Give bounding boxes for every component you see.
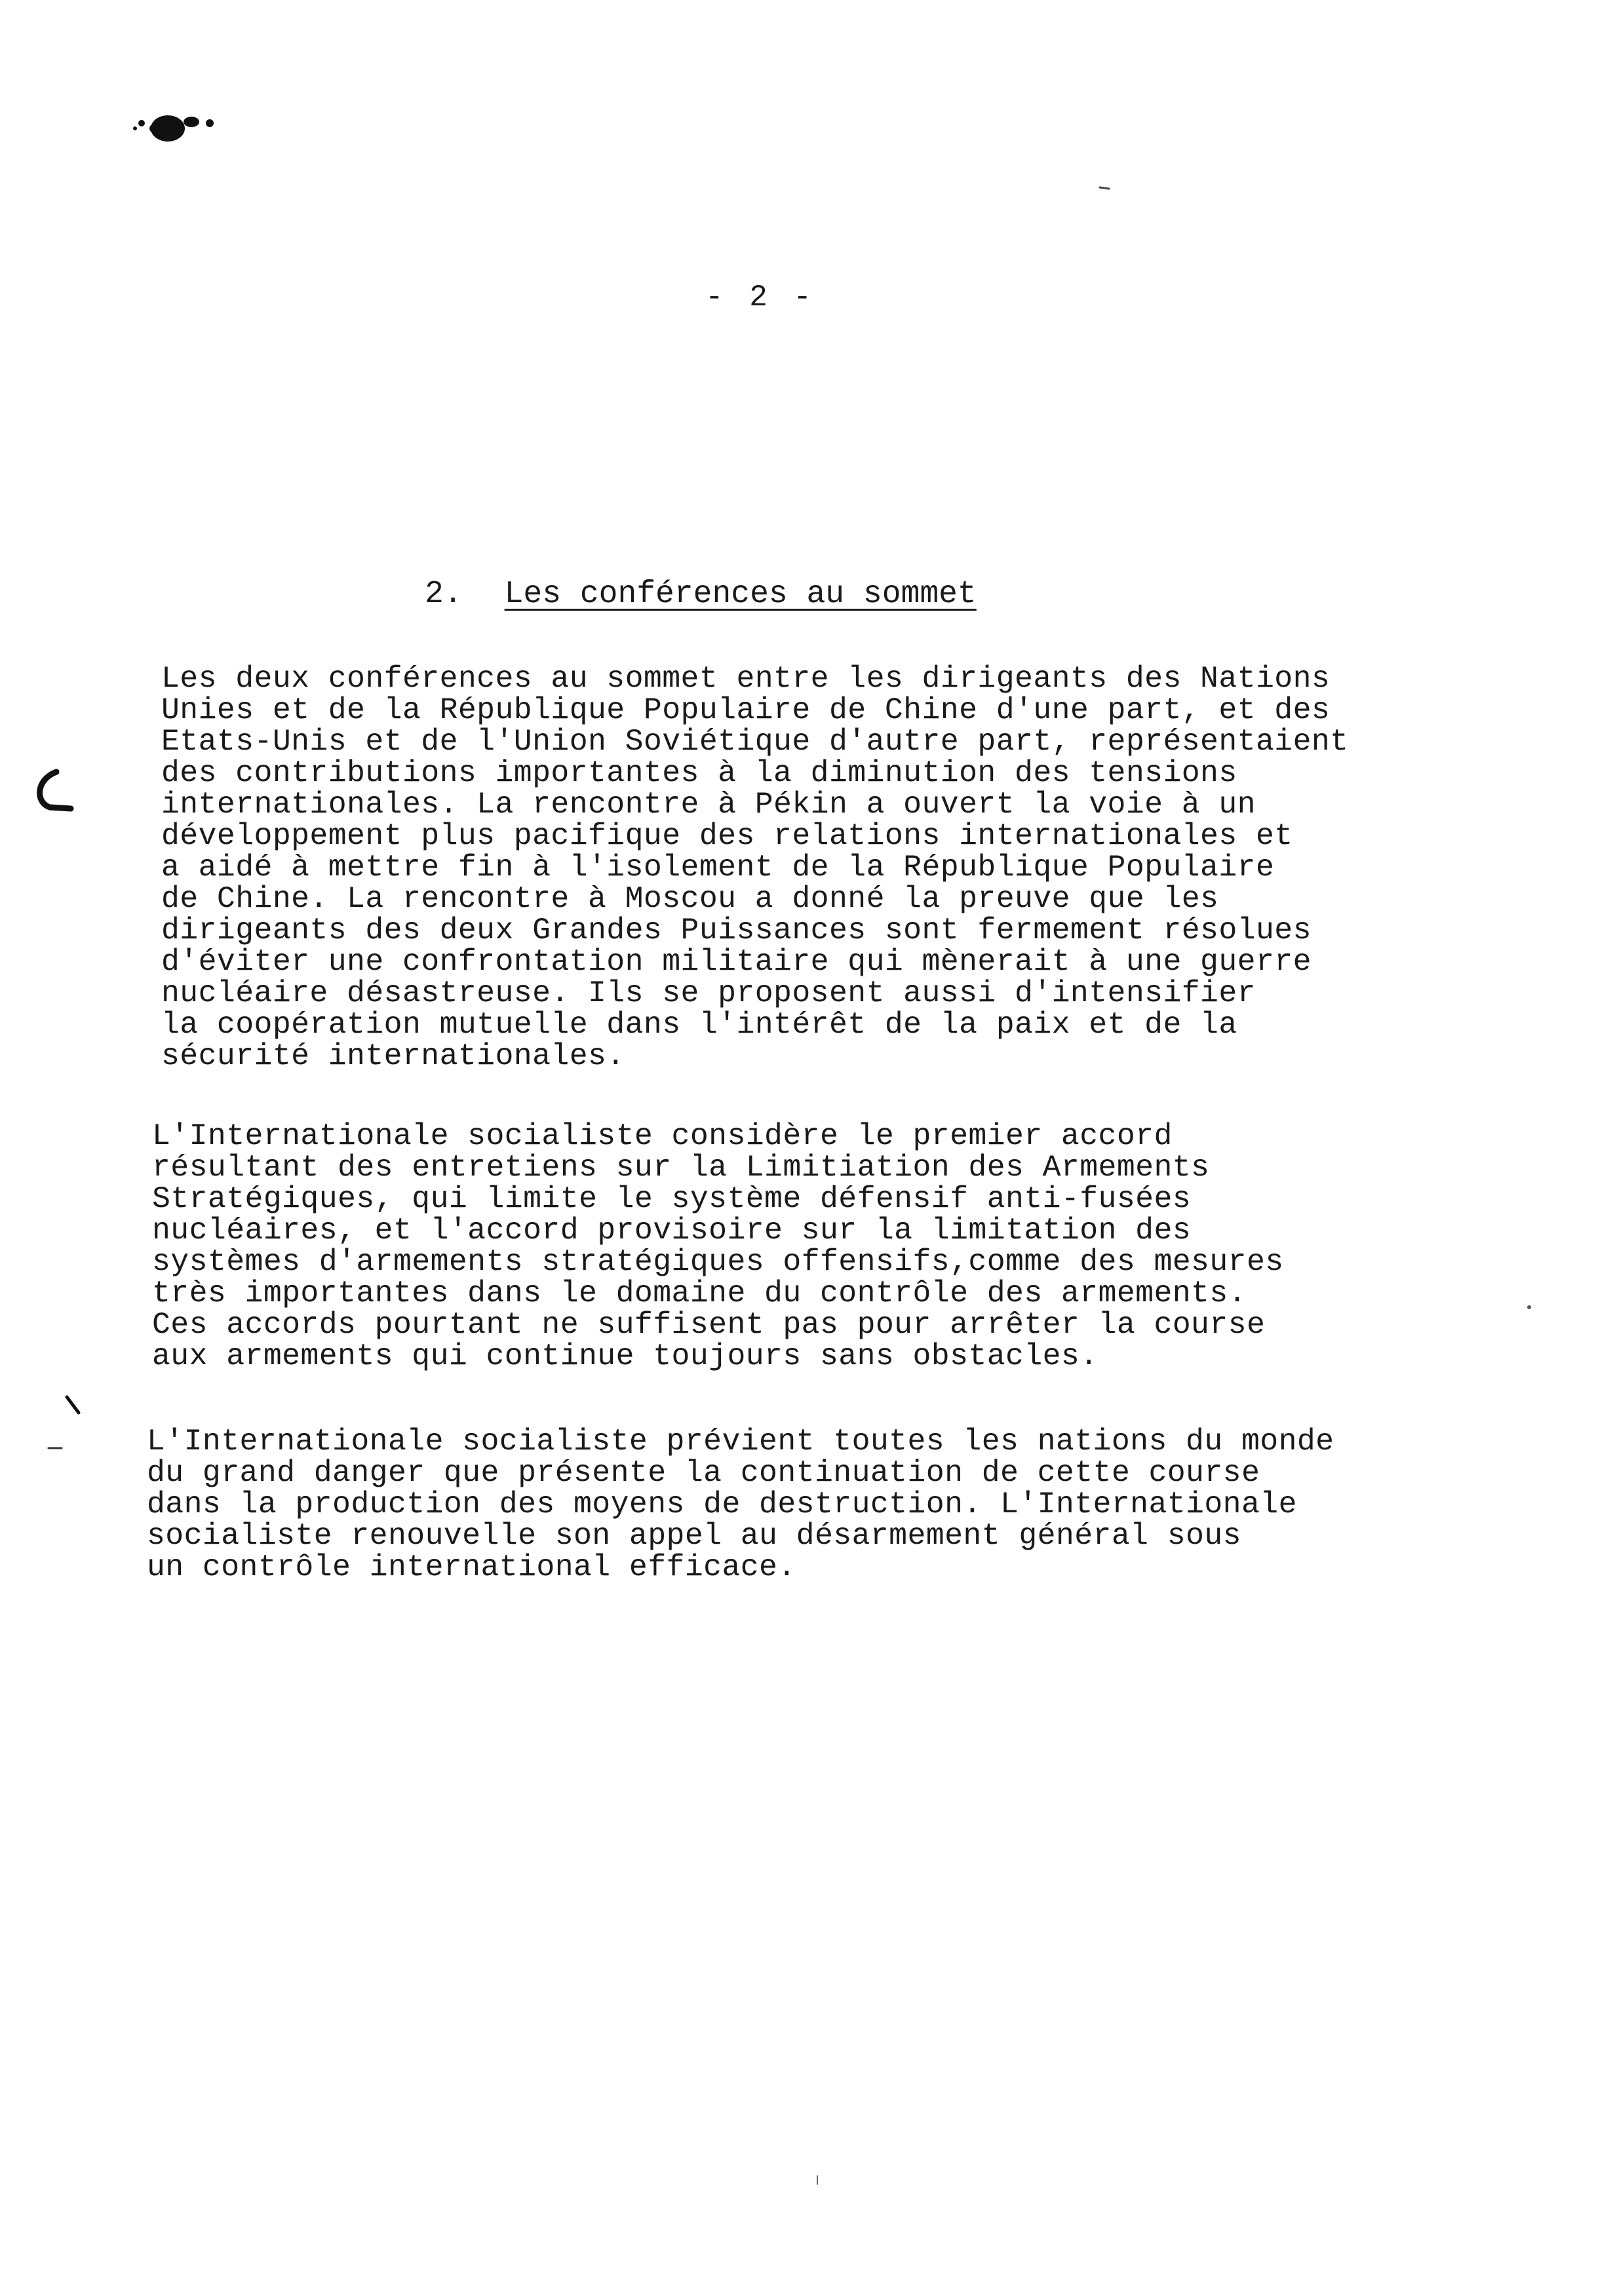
text-line: très importantes dans le domaine du contrôle des armements. [152,1276,1247,1311]
section-title: Les conférences au sommet [504,577,977,612]
text-line: Unies et de la République Populaire de Chine d'une part, et des [161,693,1331,727]
text-line: Ces accords pourtant ne suffisent pas pour arrêter la course [152,1307,1266,1342]
text-line: un contrôle international efficace. [147,1550,796,1584]
text-line: nucléaire désastreuse. Ils se proposent aussi d'intensifier [161,976,1256,1010]
text-line: des contributions importantes à la diminution des tensions [161,756,1237,790]
ink-blot-icon [128,109,220,148]
text-line: du grand danger que présente la continuation de cette course [147,1455,1260,1490]
paragraph-disarmament-appeal [147,1426,1334,1583]
text-line: L'Internationale socialiste considère le premier accord [152,1119,1173,1153]
paragraph-arms-limitation [152,1120,1284,1372]
text-line: nucléaires, et l'accord provisoire sur la limitation des [152,1213,1192,1248]
text-line: de Chine. La rencontre à Moscou a donné la preuve que les [161,881,1219,916]
text-line: la coopération mutuelle dans l'intérêt de la paix et de la [161,1007,1237,1042]
text-line: Les deux conférences au sommet entre les dirigeants des Nations [161,661,1331,696]
text-line: développement plus pacifique des relations internationales et [161,818,1293,853]
text-line: internationales. La rencontre à Pékin a ouvert la voie à un [161,787,1256,822]
text-line: sécurité internationales. [161,1039,625,1073]
text-line: d'éviter une confrontation militaire qui mènerait à une guerre [161,944,1312,979]
bracket-mark-icon [30,767,76,819]
text-line: aux armements qui continue toujours sans obstacles. [152,1339,1099,1373]
paragraph-summit-conferences [161,663,1349,1072]
text-line: systèmes d'armements stratégiques offensifs,comme des mesures [152,1244,1284,1279]
text-line: résultant des entretiens sur la Limitiation des Armements [152,1150,1210,1185]
text-line: dirigeants des deux Grandes Puissances sont fermement résolues [161,913,1312,947]
speck-mark-icon [1099,183,1112,191]
text-line: dans la production des moyens de destruction. L'Internationale [147,1487,1297,1521]
tick-mark-icon [42,1389,94,1455]
text-line: Stratégiques, qui limite le système défensif anti-fusées [152,1181,1192,1216]
page-number: - 2 - [705,280,816,315]
section-number: 2. [425,577,463,612]
section-heading [425,577,977,612]
text-line: socialiste renouvelle son appel au désarmement général sous [147,1518,1241,1553]
text-line: a aidé à mettre fin à l'isolement de la République Populaire [161,850,1275,885]
speck-mark-icon [1526,1304,1532,1311]
speck-mark-icon [814,2174,821,2187]
text-line: Etats-Unis et de l'Union Soviétique d'autre part, représentaient [161,724,1349,759]
text-line: L'Internationale socialiste prévient toutes les nations du monde [147,1424,1334,1459]
